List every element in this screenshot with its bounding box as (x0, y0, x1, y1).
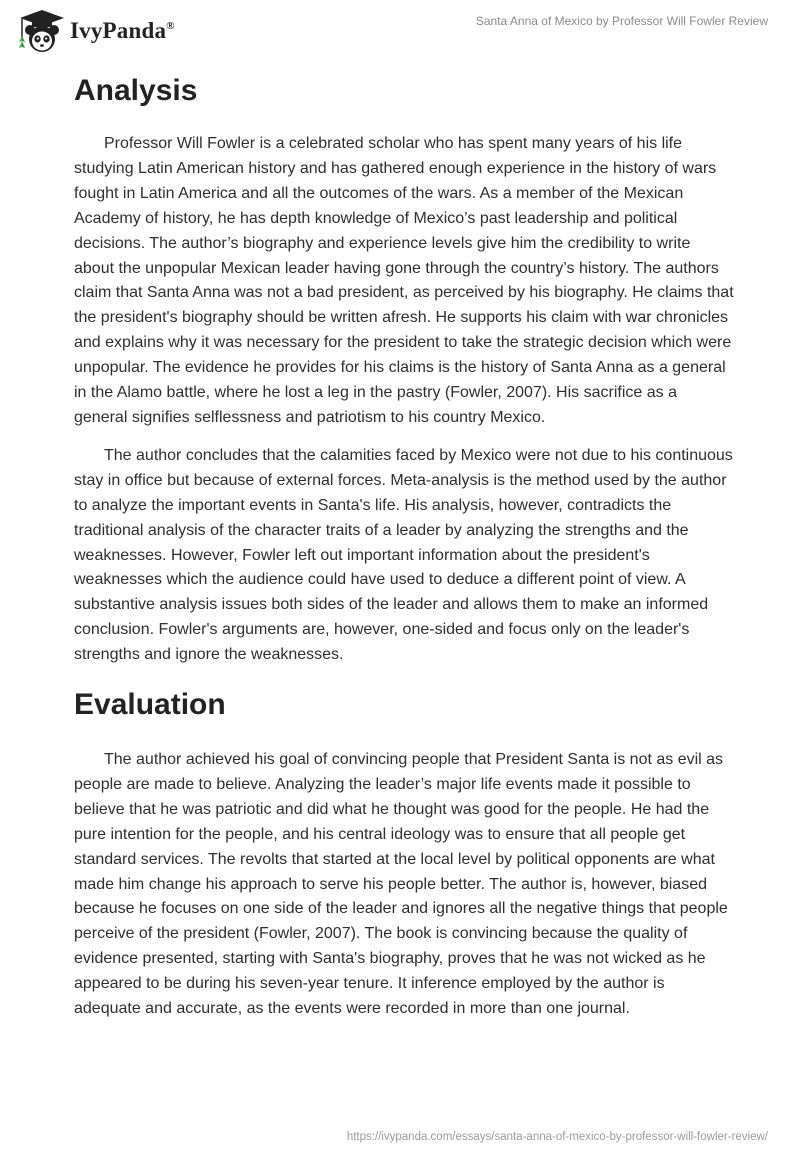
section-heading-evaluation: Evaluation (74, 688, 226, 722)
paragraph: The author concludes that the calamities faced by Mexico were not due to his continuous stay in office but because of external forces. Meta-analysis is the method used by the author to analyze the important events in Santa's life. His analysis, however, contradicts the traditional analysis of the character traits of a leader by analyzing the strengths and the weaknesses. However, Fowler left out important information about the president's weaknesses which the audience could have used to deduce a different point of view. A substantive analysis issues both sides of the leader and allows them to make an informed conclusion. Fowler's arguments are, however, one-sided and focus only on the leader's strengths and ignore the weaknesses. (74, 446, 733, 664)
page-header (0, 0, 800, 60)
paragraph: The author achieved his goal of convincing people that President Santa is not as evil as people are made to believe. Analyzing the leader’s major life events made it possible to believe that he was patriotic and did what he thought was good for the people. He had the pure intention for the people, and his central ideology was to ensure that all people get standard services. The revolts that started at the local level by political opponents are what made him change his approach to serve his people better. The author is, however, biased because he focuses on one side of the leader and ignores all the negative things that people perceive of the president (Fowler, 2007). The book is convincing because the quality of evidence presented, starting with Santa's biography, proves that he was not wicked as he appeared to be during his seven-year tenure. It inference employed by the author is adequate and accurate, as the events were recorded in more than one journal. (74, 751, 728, 1018)
article-body (74, 70, 734, 1022)
panda-logo-icon (14, 8, 64, 54)
source-url-link[interactable]: https://ivypanda.com/essays/santa-anna-of-mexico-by-professor-will-fowler-review/ (346, 1131, 768, 1143)
brand-logo[interactable] (14, 8, 175, 54)
section-heading-analysis: Analysis (74, 74, 198, 107)
brand-name: IvyPanda® (70, 18, 175, 43)
paragraph: Professor Will Fowler is a celebrated scholar who has spent many years of his life studying Latin American history and has gathered enough experience in the history of wars fought in Latin America and all the outcomes of the wars. As a member of the Mexican Academy of history, he has depth knowledge of Mexico’s past leadership and political decisions. The author’s biography and experience levels give him the credibility to write about the unpopular Mexican leader having gone through the country’s history. The authors claim that Santa Anna was not a bad president, as perceived by his biography. He claims that the president's biography should be written afresh. He supports his claim with war chronicles and explains why it was necessary for the president to take the strategic decision which were unpopular. The evidence he provides for his claims is the history of Santa Anna as a general in the Alamo battle, where he lost a leg in the pastry (Fowler, 2007). His sacrifice as a general signifies selflessness and patriotism to his country Mexico. (74, 135, 734, 426)
document-title: Santa Anna of Mexico by Professor Will Fowler Review (475, 14, 768, 28)
